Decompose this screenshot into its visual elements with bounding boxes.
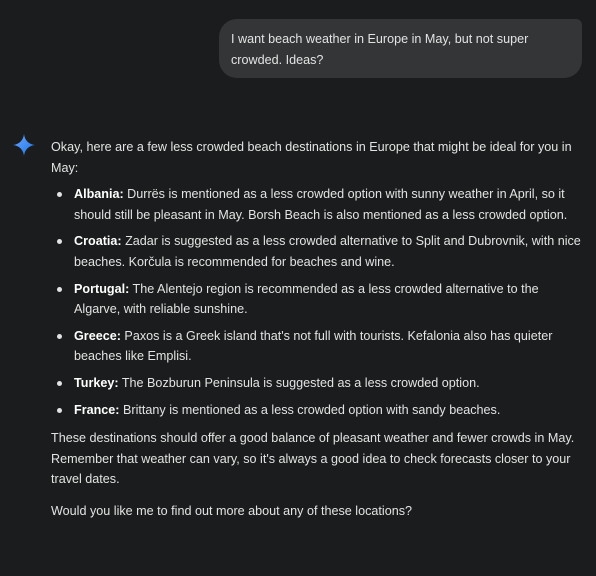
list-item-text: Durrës is mentioned as a less crowded option with sunny weather in April, so it should still be pleasant in May. Borsh Beach is also mentioned as a less crowded option.: [74, 187, 568, 222]
list-item: [51, 373, 581, 394]
user-message-text: I want beach weather in Europe in May, but not super crowded. Ideas?: [231, 32, 529, 67]
response-closing: These destinations should offer a good balance of pleasant weather and fewer crowds in May. Remember that weather can vary, so it's always a good idea to check forecasts closer to your travel dates.: [51, 431, 575, 487]
bullet-icon: [57, 239, 62, 244]
destination-list: [51, 184, 581, 420]
list-item-text: The Bozburun Peninsula is suggested as a less crowded option.: [118, 376, 480, 391]
user-message-bubble: [219, 19, 582, 78]
list-item-label: Greece:: [74, 328, 121, 343]
sparkle-icon: [12, 133, 36, 157]
list-item-label: Croatia:: [74, 234, 122, 249]
bullet-icon: [57, 408, 62, 413]
list-item-label: Turkey:: [74, 376, 119, 391]
list-item: [51, 279, 581, 320]
list-item: [51, 184, 581, 225]
response-intro: Okay, here are a few less crowded beach destinations in Europe that might be ideal for you in May:: [51, 140, 572, 175]
bullet-icon: [57, 381, 62, 386]
bullet-icon: [57, 287, 62, 292]
list-item: [51, 231, 581, 272]
assistant-avatar: [12, 133, 36, 157]
bullet-icon: [57, 334, 62, 339]
bullet-icon: [57, 192, 62, 197]
list-item: [51, 326, 581, 367]
list-item-text: Paxos is a Greek island that's not full with tourists. Kefalonia also has quieter beaches like Emplisi.: [74, 328, 553, 364]
list-item-text: The Alentejo region is recommended as a less crowded alternative to the Algarve, with reliable sunshine.: [74, 281, 539, 317]
list-item-text: Brittany is mentioned as a less crowded option with sandy beaches.: [119, 402, 501, 417]
assistant-response: [51, 137, 581, 521]
list-item-text: Zadar is suggested as a less crowded alternative to Split and Dubrovnik, with nice beaches. Korčula is recommended for beaches and wine.: [74, 234, 581, 269]
list-item-label: France:: [74, 402, 120, 417]
list-item: [51, 400, 581, 421]
list-item-label: Portugal:: [74, 281, 130, 296]
list-item-label: Albania:: [74, 187, 124, 201]
response-question: Would you like me to find out more about any of these locations?: [51, 503, 413, 518]
